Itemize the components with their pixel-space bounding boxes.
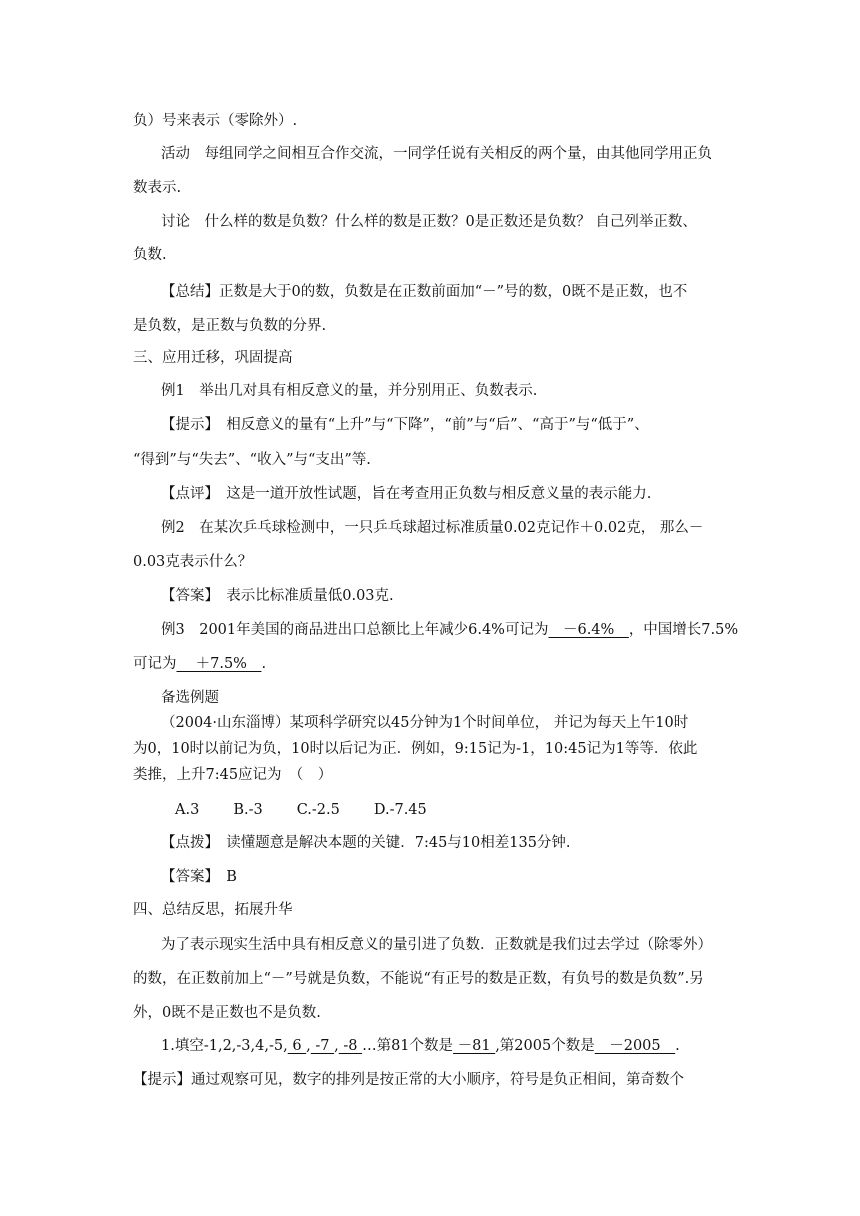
text-segment: . <box>261 656 267 672</box>
text-segment: 例3 2001年美国的商品进出口总额比上年减少6.4%可记为 <box>161 622 549 638</box>
tip-paragraph: 【点拨】 读懂题意是解决本题的关键．7:45与10相差135分钟. <box>161 835 571 851</box>
answer-blank: 6 <box>287 1038 307 1054</box>
text-segment: . <box>675 1038 680 1054</box>
text-segment: , <box>334 1038 339 1054</box>
answer-blank: －6.4% <box>548 622 629 638</box>
example-2: 例2 在某次乒乓球检测中，一只乒乓球超过标准质量0.02克记作＋0.02克， 那么－ <box>161 520 704 536</box>
example-1: 例1 举出几对具有相反意义的量，并分别用正、负数表示. <box>161 383 538 399</box>
example-3 <box>161 620 738 640</box>
answer-blank: －2005 <box>594 1038 676 1054</box>
text-segment: 可记为 <box>133 656 177 672</box>
exercise-1 <box>161 1036 680 1056</box>
problem-paragraph: （2004·山东淄博）某项科学研究以45分钟为1个时间单位， 并记为每天上午10时 <box>161 715 689 731</box>
text-line: 0.03克表示什么？ <box>133 554 253 570</box>
answer-blank: -7 <box>310 1038 335 1054</box>
answer-paragraph: 【答案】 表示比标准质量低0.03克. <box>161 588 394 604</box>
text-line: 外，0既不是正数也不是负数. <box>133 1005 321 1021</box>
reflection-paragraph: 为了表示现实生活中具有相反意义的量引进了负数．正数就是我们过去学过（除零外） <box>161 937 712 953</box>
section-heading: 三、应用迁移，巩固提高 <box>133 350 293 366</box>
text-line: 负）号来表示（零除外）. <box>133 113 298 129</box>
text-line: 类推，上升7:45应记为 （ ） <box>133 767 333 783</box>
answer-paragraph: 【答案】 B <box>161 869 237 885</box>
subsection-heading: 备选例题 <box>161 690 219 706</box>
text-segment: …第81个数是 <box>362 1038 454 1054</box>
text-segment: ,第2005个数是 <box>495 1038 595 1054</box>
comment-paragraph: 【点评】 这是一道开放性试题，旨在考查用正负数与相反意义量的表示能力. <box>161 486 652 502</box>
text-line: 的数，在正数前加上“－”号就是负数，不能说“有正号的数是正数，有负号的数是负数”.另 <box>133 971 704 987</box>
activity-paragraph: 活动 每组同学之间相互合作交流，一同学任说有关相反的两个量，由其他同学用正负 <box>161 146 712 162</box>
option-b: B.-3 <box>233 802 263 818</box>
text-segment: , <box>306 1038 311 1054</box>
answer-blank: -8 <box>338 1038 363 1054</box>
hint-paragraph: 【提示】 相反意义的量有“上升”与“下降”，“前”与“后”、“高于”与“低于”、 <box>161 417 649 433</box>
text-line: 数表示. <box>133 180 182 196</box>
summary-paragraph: 【总结】正数是大于0的数，负数是在正数前面加“－”号的数，0既不是正数，也不 <box>161 284 688 300</box>
text-line: “得到”与“失去”、“收入”与“支出”等. <box>133 452 371 468</box>
text-segment: 1.填空-1,2,-3,4,-5, <box>161 1038 288 1054</box>
text-line: 为0，10时以前记为负，10时以后记为正．例如，9:15记为-1，10:45记为1等等．依此 <box>133 741 698 757</box>
answer-blank: ＋7.5% <box>176 656 262 672</box>
option-c: C.-2.5 <box>296 802 340 818</box>
hint-paragraph: 【提示】通过观察可见，数字的排列是按正常的大小顺序，符号是负正相间，第奇数个 <box>133 1072 684 1088</box>
text-line: 是负数，是正数与负数的分界. <box>133 318 327 334</box>
answer-blank: －81 <box>453 1038 496 1054</box>
discussion-paragraph: 讨论 什么样的数是负数？什么样的数是正数？0是正数还是负数？ 自己列举正数、 <box>161 214 697 230</box>
options-line <box>175 800 427 820</box>
text-line: 负数. <box>133 247 167 263</box>
text-line <box>133 654 266 674</box>
option-d: D.-7.45 <box>373 802 427 818</box>
section-heading: 四、总结反思，拓展升华 <box>133 902 293 918</box>
text-segment: ，中国增长7.5% <box>628 622 739 638</box>
option-a: A.3 <box>175 802 200 818</box>
